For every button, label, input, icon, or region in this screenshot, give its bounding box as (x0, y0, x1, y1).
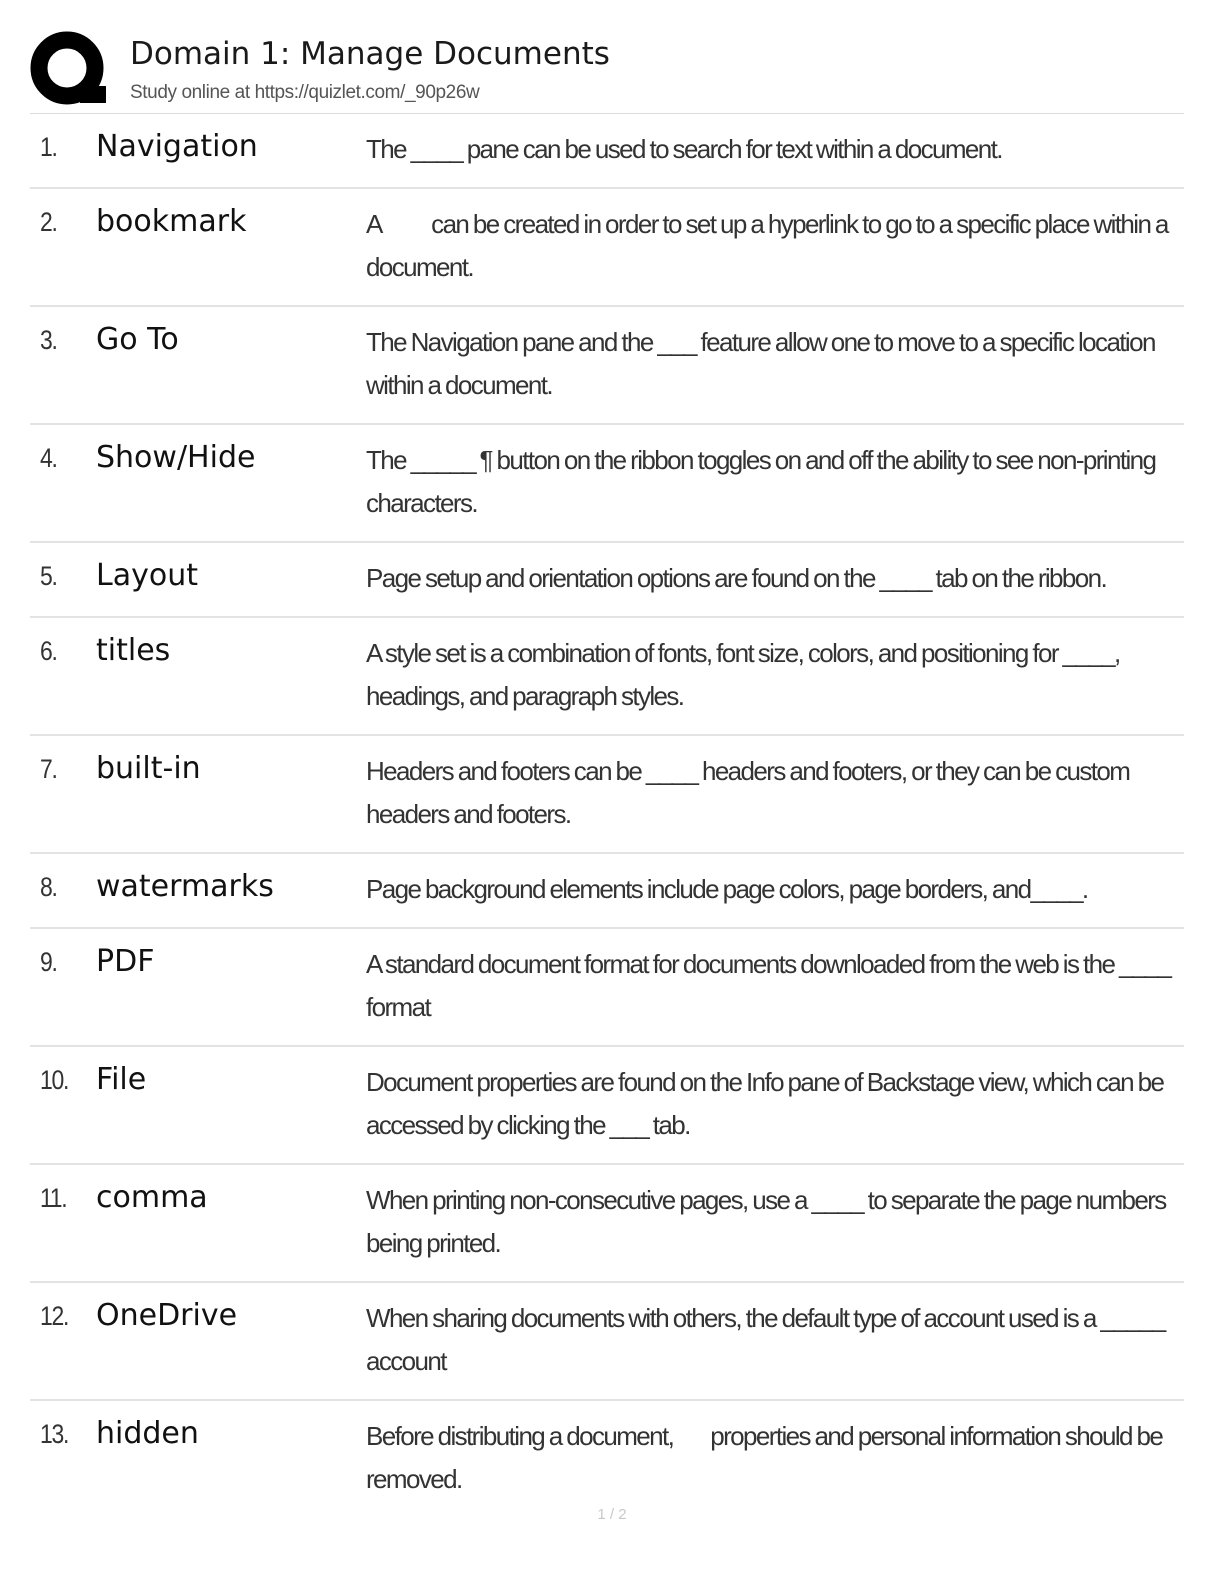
card-definition: Before distributing a document, properties and personal information should be removed. (366, 1421, 1167, 1494)
card-number: 1. (40, 132, 57, 162)
card-term: Layout (96, 558, 198, 593)
card-number: 4. (40, 443, 57, 473)
card-definition: Page setup and orientation options are found on the ____ tab on the ribbon. (366, 563, 1107, 593)
list-item (30, 736, 1184, 854)
card-number: 13. (40, 1419, 69, 1449)
list-item (30, 114, 1184, 189)
card-definition: A standard document format for documents downloaded from the web is the ____ format (366, 949, 1171, 1022)
card-definition: When printing non-consecutive pages, use a ____ to separate the page numbers being printed. (366, 1185, 1166, 1258)
card-definition: The Navigation pane and the ___ feature allow one to move to a specific location within a document. (366, 327, 1155, 400)
card-definition: When sharing documents with others, the default type of account used is a _____ account (366, 1303, 1165, 1376)
card-term: comma (96, 1180, 208, 1215)
card-term: File (96, 1062, 147, 1097)
quizlet-q-logo-icon (30, 30, 110, 110)
card-term: bookmark (96, 204, 247, 239)
list-item (30, 1047, 1184, 1165)
card-number: 10. (40, 1065, 69, 1095)
list-item (30, 307, 1184, 425)
card-term: Show/Hide (96, 440, 256, 475)
card-term: Navigation (96, 129, 258, 164)
card-definition: A can be created in order to set up a hyperlink to go to a specific place within a document. (366, 209, 1173, 282)
card-number: 5. (40, 561, 57, 591)
page-number: 1 / 2 (597, 1506, 627, 1523)
card-number: 6. (40, 636, 57, 666)
card-term: titles (96, 633, 171, 668)
card-definition: Document properties are found on the Info pane of Backstage view, which can be accessed by clicking the ___ tab. (366, 1067, 1164, 1140)
study-online-link[interactable]: Study online at https://quizlet.com/_90p26w (130, 82, 480, 103)
list-item (30, 1283, 1184, 1401)
card-number: 2. (40, 207, 57, 237)
list-item (30, 425, 1184, 543)
card-number: 12. (40, 1301, 69, 1331)
list-item (30, 1165, 1184, 1283)
card-number: 8. (40, 872, 57, 902)
list-item (30, 1401, 1184, 1519)
card-number: 3. (40, 325, 57, 355)
list-item (30, 543, 1184, 618)
card-definition: A style set is a combination of fonts, font size, colors, and positioning for ____, headings, and paragraph styles. (366, 638, 1120, 711)
list-item (30, 618, 1184, 736)
card-definition: Page background elements include page colors, page borders, and____. (366, 874, 1088, 904)
list-item (30, 189, 1184, 307)
list-item (30, 929, 1184, 1047)
card-definition: Headers and footers can be ____ headers and footers, or they can be custom headers and footers. (366, 756, 1130, 829)
card-term: built-in (96, 751, 201, 786)
card-term: Go To (96, 322, 179, 357)
card-number: 7. (40, 754, 57, 784)
card-definition: The _____ ¶ button on the ribbon toggles on and off the ability to see non-printing characters. (366, 445, 1156, 518)
card-number: 9. (40, 947, 57, 977)
card-term: OneDrive (96, 1298, 238, 1333)
page-title: Domain 1: Manage Documents (130, 36, 610, 72)
card-term: PDF (96, 944, 155, 979)
page-header (30, 28, 1184, 112)
card-term: watermarks (96, 869, 274, 904)
flashcard-list (30, 114, 1184, 1519)
card-term: hidden (96, 1416, 199, 1451)
list-item (30, 854, 1184, 929)
card-definition: The ____ pane can be used to search for text within a document. (366, 134, 1002, 164)
card-number: 11. (40, 1183, 67, 1213)
